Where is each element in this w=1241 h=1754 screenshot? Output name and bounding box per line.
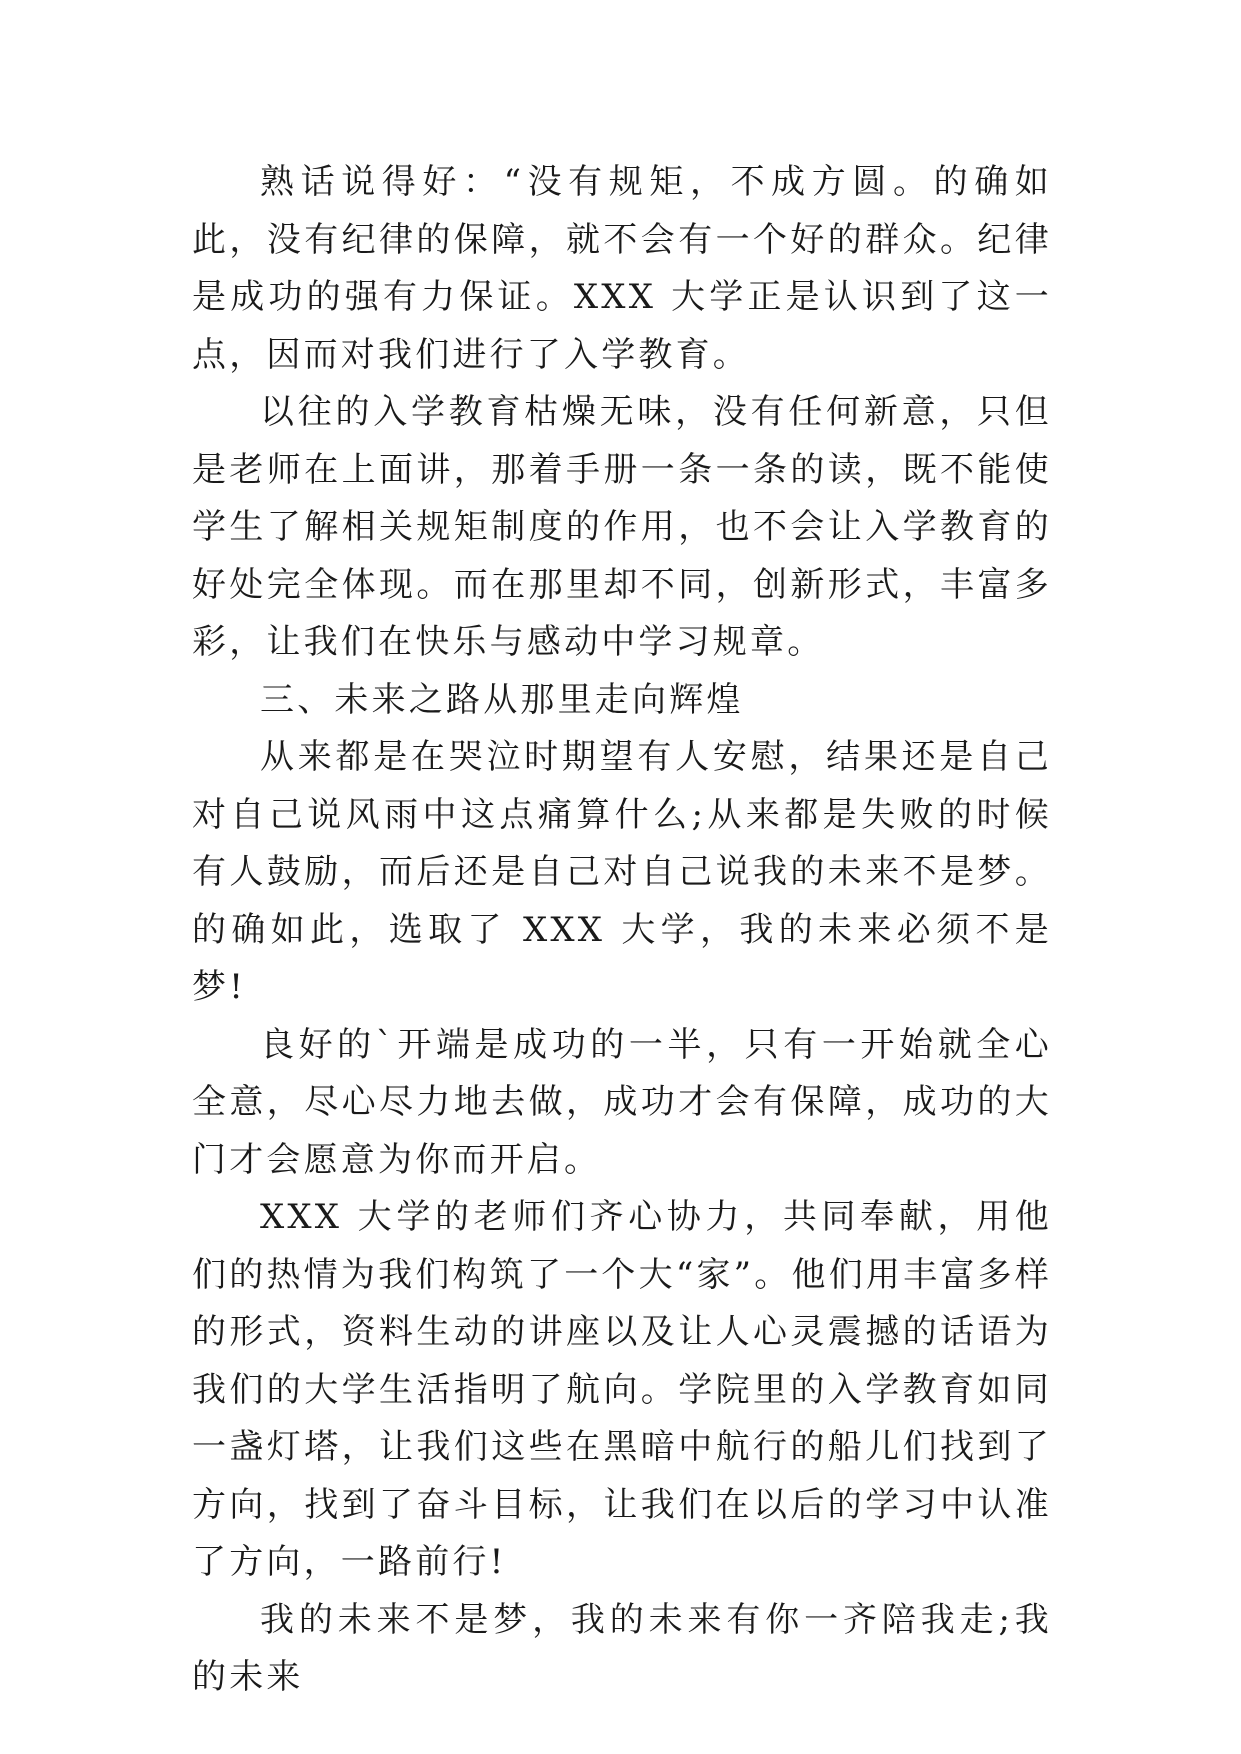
paragraph-teachers: XXX 大学的老师们齐心协力，共同奉献，用他们的热情为我们构筑了一个大“家”。他们用丰富多样的形式，资料生动的讲座以及让人心灵震撼的话语为我们的大学生活指明了航向。学院里的入学教育如同一盏灯塔，让我们这些在黑暗中航行的船儿们找到了方向，找到了奋斗目标，让我们在以后的学习中认准了方向，一路前行! xyxy=(192,1197,1052,1582)
paragraph-future-dream: 从来都是在哭泣时期望有人安慰，结果还是自己对自己说风雨中这点痛算什么;从来都是失败的时候有人鼓励，而后还是自己对自己说我的未来不是梦。的确如此，选取了 XXX 大学，我的未来必须不是梦! xyxy=(192,737,1052,1007)
paragraph-discipline: 熟话说得好：“没有规矩，不成方圆。的确如此，没有纪律的保障，就不会有一个好的群众。纪律是成功的强有力保证。XXX 大学正是认识到了这一点，因而对我们进行了入学教育。 xyxy=(192,162,1052,375)
document-body xyxy=(192,154,1052,1707)
paragraph-closing: 我的未来不是梦，我的未来有你一齐陪我走;我的未来 xyxy=(192,1599,1052,1697)
section-heading-future: 三、未来之路从那里走向辉煌 xyxy=(260,679,744,720)
paragraph-good-start: 良好的`开端是成功的一半，只有一开始就全心全意，尽心尽力地去做，成功才会有保障，成功的大门才会愿意为你而开启。 xyxy=(192,1024,1052,1180)
paragraph-orientation-education: 以往的入学教育枯燥无味，没有任何新意，只但是老师在上面讲，那着手册一条一条的读，既不能使学生了解相关规矩制度的作用，也不会让入学教育的好处完全体现。而在那里却不同，创新形式，丰富多彩，让我们在快乐与感动中学习规章。 xyxy=(192,392,1052,662)
